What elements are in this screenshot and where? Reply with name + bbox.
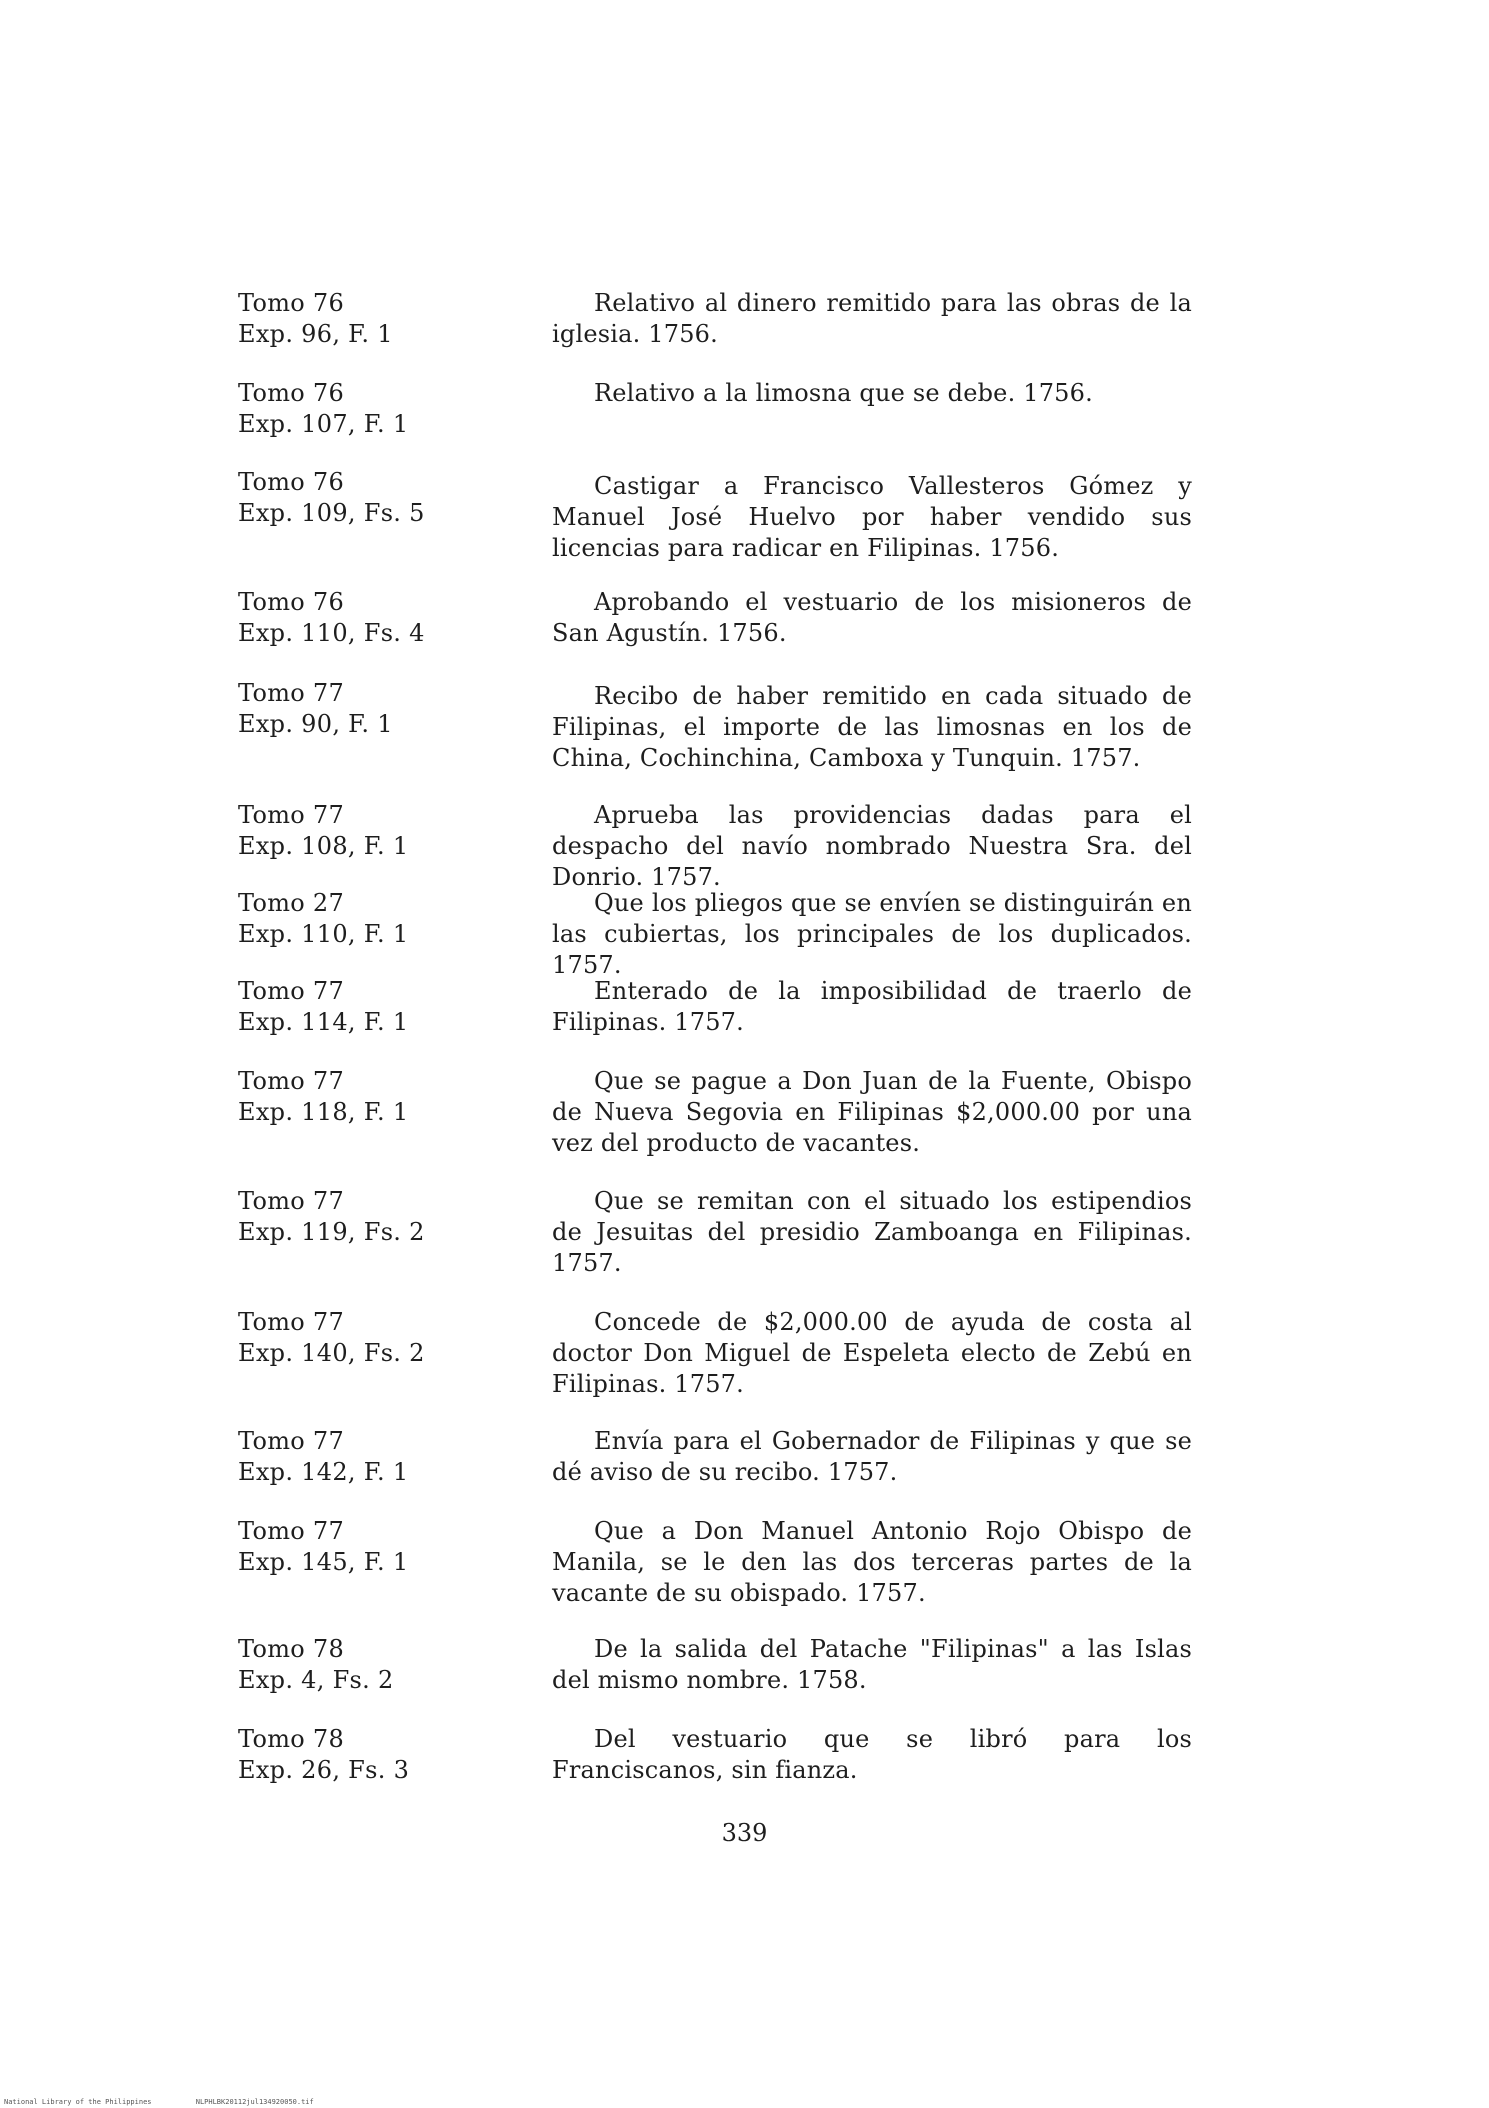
exp-label: Exp. 142, F. 1 — [238, 1458, 409, 1486]
tomo-label: Tomo 27 — [238, 889, 345, 917]
tomo-label: Tomo 77 — [238, 1308, 345, 1336]
entry-description: Que se pague a Don Juan de la Fuente, Obispo de Nueva Segovia en Filipinas $2,000.00 por una vez del producto de vacantes. — [552, 1067, 1192, 1157]
reference — [238, 976, 488, 1038]
entry-description: Castigar a Francisco Vallesteros Gómez y Manuel José Huelvo por haber vendido sus licencias para radicar en Filipinas. 1756. — [552, 472, 1192, 562]
reference — [238, 1634, 488, 1696]
reference — [238, 1426, 488, 1488]
entry-description: Relativo al dinero remitido para las obras de la iglesia. 1756. — [552, 289, 1192, 348]
exp-label: Exp. 118, F. 1 — [238, 1098, 409, 1126]
reference — [238, 1066, 488, 1128]
tomo-label: Tomo 78 — [238, 1725, 345, 1753]
exp-label: Exp. 109, Fs. 5 — [238, 499, 425, 527]
tomo-label: Tomo 78 — [238, 1635, 345, 1663]
tomo-label: Tomo 77 — [238, 1067, 345, 1095]
footer-file-name: NLPHLBK20112jul134920050.tif — [195, 2098, 314, 2106]
tomo-label: Tomo 77 — [238, 1517, 345, 1545]
exp-label: Exp. 108, F. 1 — [238, 832, 409, 860]
reference — [238, 1516, 488, 1578]
entry-description: Que a Don Manuel Antonio Rojo Obispo de Manila, se le den las dos terceras partes de la vacante de su obispado. 1757. — [552, 1517, 1192, 1607]
entry-description: De la salida del Patache "Filipinas" a las Islas del mismo nombre. 1758. — [552, 1635, 1192, 1694]
entry-description: Que los pliegos que se envíen se distinguirán en las cubiertas, los principales de los duplicados. 1757. — [552, 889, 1192, 979]
exp-label: Exp. 140, Fs. 2 — [238, 1339, 425, 1367]
exp-label: Exp. 145, F. 1 — [238, 1548, 409, 1576]
tomo-label: Tomo 77 — [238, 1187, 345, 1215]
reference — [238, 1307, 488, 1369]
reference — [238, 467, 488, 529]
exp-label: Exp. 90, F. 1 — [238, 710, 393, 738]
reference — [238, 800, 488, 862]
entry-description: Enterado de la imposibilidad de traerlo de Filipinas. 1757. — [552, 977, 1192, 1036]
page-number: 339 — [721, 1819, 768, 1847]
reference — [238, 288, 488, 350]
exp-label: Exp. 110, Fs. 4 — [238, 619, 425, 647]
reference — [238, 587, 488, 649]
reference — [238, 1186, 488, 1248]
exp-label: Exp. 119, Fs. 2 — [238, 1218, 425, 1246]
entry-description: Relativo a la limosna que se debe. 1756. — [594, 379, 1093, 407]
footer-library-name: National Library of the Philippines — [4, 2098, 152, 2106]
exp-label: Exp. 107, F. 1 — [238, 410, 409, 438]
scan-footer — [4, 2098, 354, 2106]
entry-description: Que se remitan con el situado los estipendios de Jesuitas del presidio Zamboanga en Filipinas. 1757. — [552, 1187, 1192, 1277]
reference — [238, 678, 488, 740]
tomo-label: Tomo 76 — [238, 379, 345, 407]
exp-label: Exp. 96, F. 1 — [238, 320, 393, 348]
exp-label: Exp. 26, Fs. 3 — [238, 1756, 410, 1784]
entry-description: Envía para el Gobernador de Filipinas y que se dé aviso de su recibo. 1757. — [552, 1427, 1192, 1486]
exp-label: Exp. 110, F. 1 — [238, 920, 409, 948]
tomo-label: Tomo 77 — [238, 977, 345, 1005]
tomo-label: Tomo 76 — [238, 468, 345, 496]
reference — [238, 1724, 488, 1786]
reference — [238, 378, 488, 440]
reference — [238, 888, 488, 950]
entry-description: Recibo de haber remitido en cada situado de Filipinas, el importe de las limosnas en los de China, Cochinchina, Camboxa y Tunquin. 1757. — [552, 682, 1192, 772]
entry-description: Concede de $2,000.00 de ayuda de costa al doctor Don Miguel de Espeleta electo de Zebú en Filipinas. 1757. — [552, 1308, 1192, 1398]
entry-description: Del vestuario que se libró para los Franciscanos, sin fianza. — [552, 1725, 1192, 1784]
tomo-label: Tomo 77 — [238, 801, 345, 829]
exp-label: Exp. 114, F. 1 — [238, 1008, 409, 1036]
tomo-label: Tomo 77 — [238, 679, 345, 707]
entry-description: Aprobando el vestuario de los misioneros de San Agustín. 1756. — [552, 588, 1192, 647]
tomo-label: Tomo 77 — [238, 1427, 345, 1455]
tomo-label: Tomo 76 — [238, 289, 345, 317]
entry-description: Aprueba las providencias dadas para el despacho del navío nombrado Nuestra Sra. del Donrio. 1757. — [552, 801, 1192, 891]
exp-label: Exp. 4, Fs. 2 — [238, 1666, 394, 1694]
tomo-label: Tomo 76 — [238, 588, 345, 616]
